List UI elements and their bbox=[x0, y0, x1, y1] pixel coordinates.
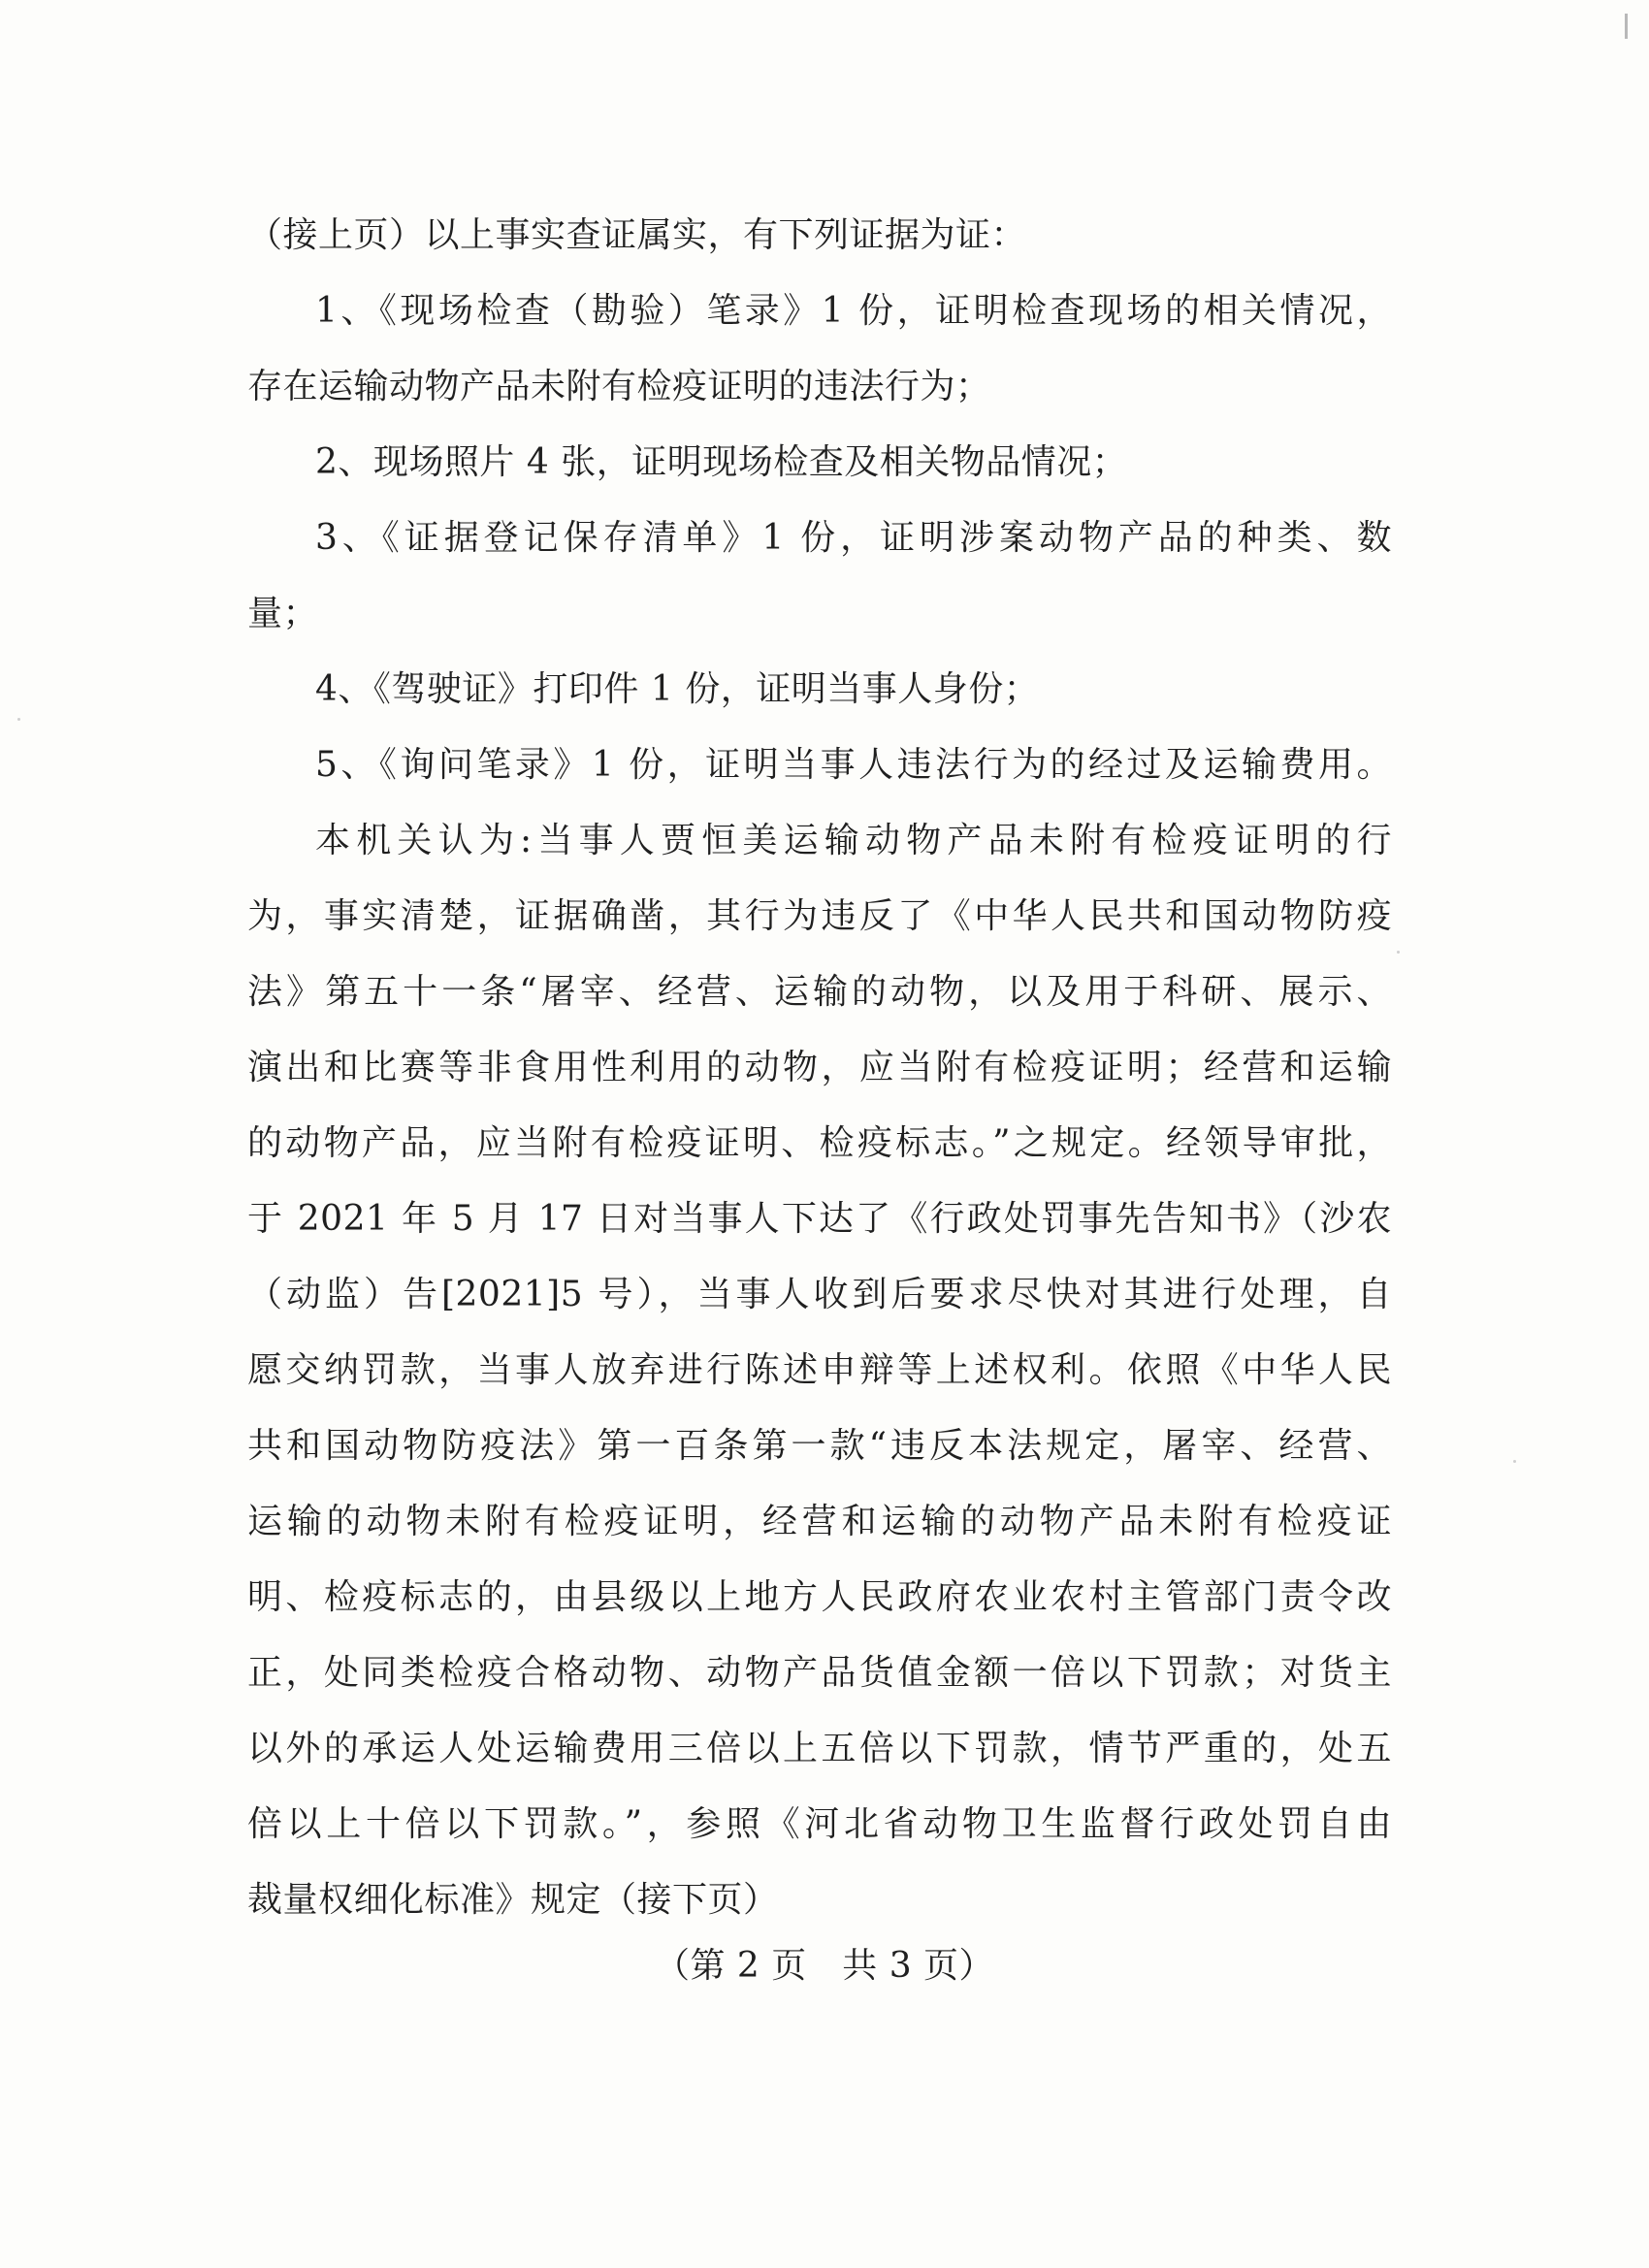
text-line: （接上页）以上事实查证属实，有下列证据为证： bbox=[247, 215, 1027, 255]
scan-edge-mark bbox=[1625, 14, 1628, 39]
text-line: 明、检疫标志的，由县级以上地方人民政府农业农村主管部门责令改 bbox=[247, 1577, 1392, 1617]
scan-speck bbox=[1397, 951, 1400, 954]
scan-speck bbox=[17, 718, 20, 721]
text-line: 量； bbox=[247, 594, 319, 633]
text-line: 裁量权细化标准》规定（接下页） bbox=[247, 1880, 779, 1920]
text-line: 愿交纳罚款，当事人放弃进行陈述申辩等上述权利。依照《中华人民 bbox=[247, 1350, 1392, 1390]
text-line: 本机关认为:当事人贾恒美运输动物产品未附有检疫证明的行 bbox=[315, 821, 1392, 860]
text-line: 为，事实清楚，证据确凿，其行为违反了《中华人民共和国动物防疫 bbox=[247, 896, 1392, 936]
text-line: 的动物产品，应当附有检疫证明、检疫标志。”之规定。经领导审批， bbox=[247, 1123, 1392, 1163]
text-line: （动监）告[2021]5 号），当事人收到后要求尽快对其进行处理，自 bbox=[247, 1275, 1392, 1314]
text-line: 运输的动物未附有检疫证明，经营和运输的动物产品未附有检疫证 bbox=[247, 1502, 1392, 1541]
text-line: 2、现场照片 4 张，证明现场检查及相关物品情况； bbox=[315, 442, 1128, 482]
text-line: 法》第五十一条“屠宰、经营、运输的动物，以及用于科研、展示、 bbox=[247, 972, 1392, 1012]
text-line: 5、《询问笔录》1 份，证明当事人违法行为的经过及运输费用。 bbox=[315, 745, 1392, 785]
text-line: 1、《现场检查（勘验）笔录》1 份，证明检查现场的相关情况， bbox=[315, 291, 1392, 331]
text-line: 正，处同类检疫合格动物、动物产品货值金额一倍以下罚款；对货主 bbox=[247, 1653, 1392, 1693]
text-line: 于 2021 年 5 月 17 日对当事人下达了《行政处罚事先告知书》（沙农 bbox=[247, 1199, 1392, 1239]
text-line: 3、《证据登记保存清单》1 份，证明涉案动物产品的种类、数 bbox=[315, 518, 1392, 558]
text-line: 存在运输动物产品未附有检疫证明的违法行为； bbox=[247, 367, 991, 406]
scan-speck bbox=[1513, 1460, 1516, 1463]
text-line: 4、《驾驶证》打印件 1 份，证明当事人身份； bbox=[315, 669, 1040, 709]
text-line: 共和国动物防疫法》第一百条第一款“违反本法规定，屠宰、经营、 bbox=[247, 1426, 1392, 1466]
page-number-footer: （第 2 页 共 3 页） bbox=[654, 1946, 995, 1986]
text-line: 倍以上十倍以下罚款。”，参照《河北省动物卫生监督行政处罚自由 bbox=[247, 1804, 1392, 1844]
text-line: 以外的承运人处运输费用三倍以上五倍以下罚款，情节严重的，处五 bbox=[247, 1729, 1392, 1768]
text-line: 演出和比赛等非食用性利用的动物，应当附有检疫证明；经营和运输 bbox=[247, 1048, 1392, 1087]
